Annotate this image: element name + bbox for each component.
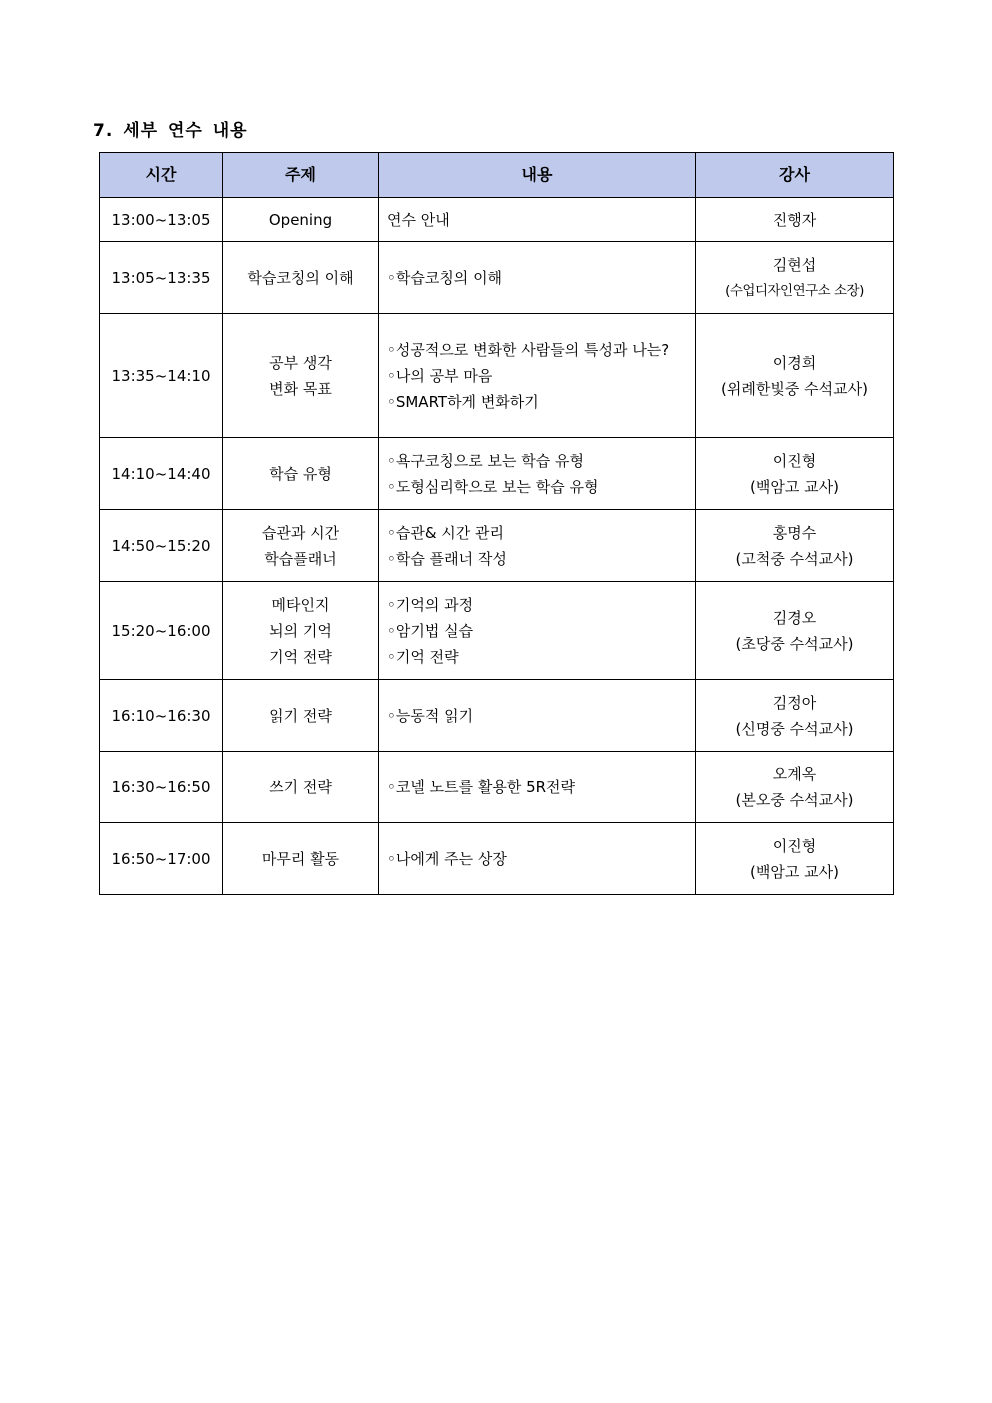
table-row (100, 823, 894, 895)
cell-time: 13:00~13:05 (100, 198, 223, 242)
table-row (100, 438, 894, 510)
cell-topic (223, 314, 379, 438)
table-row (100, 242, 894, 314)
header-time: 시간 (100, 153, 223, 198)
cell-content (379, 823, 696, 895)
topic-line: 공부 생각 (269, 353, 332, 372)
header-content: 내용 (379, 153, 696, 198)
cell-topic (223, 752, 379, 823)
table-row (100, 752, 894, 823)
topic-line: Opening (268, 210, 333, 229)
table-row (100, 198, 894, 242)
topic-line: 습관과 시간 (261, 523, 340, 542)
lecturer-line: 진행자 (772, 210, 817, 229)
schedule-table (99, 152, 894, 895)
topic-line: 뇌의 기억 (269, 621, 332, 640)
topic-line: 쓰기 전략 (269, 778, 332, 796)
cell-lecturer (696, 752, 894, 823)
cell-lecturer (696, 314, 894, 438)
lecturer-line: 김현섭 (772, 255, 817, 274)
content-line: ◦학습코칭의 이해 (387, 268, 503, 287)
cell-lecturer (696, 582, 894, 680)
lecturer-line: (수업디자인연구소 소장) (725, 282, 864, 299)
lecturer-line: 이경희 (772, 353, 817, 372)
topic-line: 변화 목표 (269, 379, 332, 398)
cell-lecturer (696, 198, 894, 242)
cell-content (379, 438, 696, 510)
lecturer-line: 이진형 (772, 836, 817, 855)
topic-line: 학습 유형 (269, 464, 332, 483)
cell-content (379, 510, 696, 582)
content-line: ◦성공적으로 변화한 사람들의 특성과 나는? (387, 340, 670, 359)
cell-time: 13:05~13:35 (100, 242, 223, 314)
topic-line: 기억 전략 (269, 647, 332, 666)
lecturer-line: 이진형 (772, 451, 817, 470)
lecturer-line: (본오중 수석교사) (735, 791, 854, 809)
cell-topic (223, 680, 379, 752)
cell-topic (223, 198, 379, 242)
cell-time: 16:30~16:50 (100, 752, 223, 823)
cell-content (379, 242, 696, 314)
cell-content (379, 752, 696, 823)
cell-content (379, 314, 696, 438)
topic-line: 읽기 전략 (269, 706, 332, 725)
content-line: ◦암기법 실습 (387, 621, 474, 640)
cell-topic (223, 582, 379, 680)
topic-line: 학습플래너 (264, 549, 337, 568)
lecturer-line: (백암고 교사) (750, 862, 839, 881)
table-row (100, 680, 894, 752)
header-lecturer: 강사 (696, 153, 894, 198)
content-line: ◦기억의 과정 (387, 595, 474, 614)
content-line: ◦나의 공부 마음 (387, 366, 493, 385)
content-line: ◦SMART하게 변화하기 (387, 392, 539, 411)
lecturer-line: 홍명수 (772, 523, 817, 542)
table-row (100, 314, 894, 438)
lecturer-line: (초당중 수석교사) (735, 634, 854, 653)
cell-topic (223, 823, 379, 895)
header-topic: 주제 (223, 153, 379, 198)
cell-topic (223, 242, 379, 314)
cell-time: 16:10~16:30 (100, 680, 223, 752)
cell-lecturer (696, 438, 894, 510)
cell-time: 16:50~17:00 (100, 823, 223, 895)
lecturer-line: (위례한빛중 수석교사) (721, 379, 868, 398)
topic-line: 학습코칭의 이해 (247, 268, 354, 287)
content-line: ◦코넬 노트를 활용한 5R전략 (387, 778, 576, 796)
table-header-row (100, 153, 894, 198)
cell-content (379, 198, 696, 242)
cell-lecturer (696, 680, 894, 752)
topic-line: 마무리 활동 (261, 849, 340, 868)
content-line: ◦습관& 시간 관리 (387, 523, 505, 542)
cell-time: 14:10~14:40 (100, 438, 223, 510)
content-line: ◦나에게 주는 상장 (387, 849, 507, 868)
topic-line: 메타인지 (271, 595, 330, 614)
lecturer-line: (고척중 수석교사) (735, 549, 854, 568)
lecturer-line: 오계옥 (772, 765, 817, 783)
cell-topic (223, 438, 379, 510)
section-title: 7. 세부 연수 내용 (93, 121, 248, 141)
cell-time: 15:20~16:00 (100, 582, 223, 680)
cell-content (379, 680, 696, 752)
lecturer-line: 김경오 (772, 608, 817, 627)
schedule-body (100, 198, 894, 895)
lecturer-line: 김정아 (772, 693, 817, 712)
content-line: ◦욕구코칭으로 보는 학습 유형 (387, 451, 585, 470)
content-line: 연수 안내 (387, 210, 450, 229)
cell-lecturer (696, 823, 894, 895)
content-line: ◦능동적 읽기 (387, 706, 474, 725)
content-line: ◦도형심리학으로 보는 학습 유형 (387, 477, 599, 496)
lecturer-line: (백암고 교사) (750, 477, 839, 496)
cell-time: 13:35~14:10 (100, 314, 223, 438)
table-row (100, 510, 894, 582)
cell-time: 14:50~15:20 (100, 510, 223, 582)
table-row (100, 582, 894, 680)
cell-lecturer (696, 242, 894, 314)
lecturer-line: (신명중 수석교사) (735, 719, 854, 738)
cell-lecturer (696, 510, 894, 582)
cell-content (379, 582, 696, 680)
content-line: ◦기억 전략 (387, 647, 459, 666)
content-line: ◦학습 플래너 작성 (387, 549, 507, 568)
cell-topic (223, 510, 379, 582)
